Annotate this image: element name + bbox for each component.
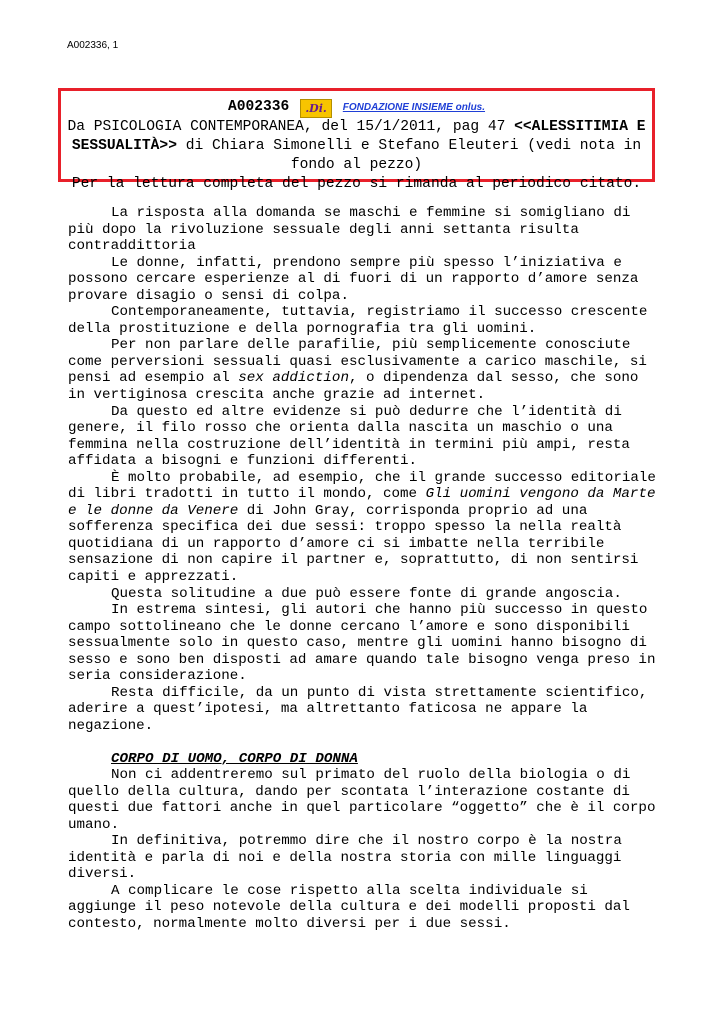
paragraph [68, 337, 658, 403]
paragraph: Da questo ed altre evidenze si può dedurre che l’identità di genere, il filo rosso che orienta dalla nascita un maschio o una femmina nella costruzione dell’identità in termini più ampi, resta affidata a bisogni e funzioni differenti. [68, 403, 630, 470]
paragraph-text: È molto probabile, ad esempio, che il grande successo editoriale di libri tradotti in tutto il mondo, come [68, 469, 656, 503]
paragraph: Resta difficile, da un punto di vista strettamente scientifico, aderire a quest’ipotesi, ma altrettanto faticosa ne appare la negazione. [68, 684, 648, 734]
section-title: CORPO DI UOMO, CORPO DI DONNA [111, 750, 358, 767]
article-title: <<ALESSITIMIA E SESSUALITÀ>> [71, 119, 646, 154]
paragraph: Contemporaneamente, tuttavia, registriamo il successo crescente della prostituzione e della pornografia tra gli uomini. [68, 304, 648, 337]
paragraph: Non ci addentreremo sul primato del ruolo della biologia o di quello della cultura, dando per scontata l’interazione costante di questi due fattori anche in quel particolare “oggetto” che è il corpo umano. [68, 767, 656, 833]
paragraph: In estrema sintesi, gli autori che hanno più successo in questo campo sottolineano che le donne cercano l’amore e sono disponibili sessualmente solo in questo caso, mentre gli uomini hanno bisogno di sesso e sono ben disposti ad amare quando tale bisogno venga preso in seria considerazione. [68, 602, 656, 685]
foundation-logo-icon: .Di. [300, 99, 332, 118]
paragraph-text: , o dipendenza dal sesso, che sono in vertiginosa crescita anche grazie ad internet. [68, 370, 639, 404]
book-title: Gli uomini vengono da Marte e le donne da Venere [68, 486, 656, 519]
article-header-box [58, 88, 655, 192]
article-authors: di Chiara Simonelli e Stefano Eleuteri (vedi nota in fondo al pezzo) [176, 138, 642, 173]
paragraph-text: di John Gray, corrisponda proprio ad una sofferenza specifica dei due sessi: troppo spesso la nella realtà quotidiana di un rapporto d’amore ci si imbatte nella terribile sensazione di non capire il partner e, soprattutto, di non sentirsi capiti e apprezzati. [68, 502, 639, 586]
paragraph: In definitiva, potremmo dire che il nostro corpo è la nostra identità e parla di noi e della nostra storia con mille linguaggi diversi. [68, 833, 622, 883]
paragraph: A complicare le cose rispetto alla scelta individuale si aggiunge il peso notevole della cultura e dei modelli proposti dal contesto, normalmente molto diversi per i due sessi. [68, 882, 630, 932]
emphasis-text: sex addiction [238, 370, 349, 387]
page-id: A002336, 1 [67, 40, 119, 51]
paragraph-text: Per non parlare delle parafilie, più semplicemente conosciute come perversioni sessuali quasi esclusivamente a carico maschile, si pensi ad esempio al [68, 337, 647, 387]
header-code-row [61, 98, 652, 118]
foundation-link[interactable]: FONDAZIONE INSIEME onlus. [342, 102, 486, 113]
paragraph [68, 470, 658, 586]
paragraph: Le donne, infatti, prendono sempre più spesso l’iniziativa e possono cercare esperienze al di fuori di un rapporto d’amore senza provare disagio o sensi di colpa. [68, 254, 639, 304]
article-code: A002336 [227, 99, 290, 115]
source-line [61, 118, 652, 175]
article-body [68, 205, 658, 933]
reading-note: Per la lettura completa del pezzo si rimanda al periodico citato. [71, 176, 642, 192]
source-prefix: Da PSICOLOGIA CONTEMPORANEA, del 15/1/2011, pag 47 [67, 119, 515, 135]
paragraph: Questa solitudine a due può essere fonte di grande angoscia. [111, 585, 622, 602]
paragraph: La risposta alla domanda se maschi e femmine si somigliano di più dopo la rivoluzione sessuale degli anni settanta risulta contraddittoria [68, 205, 631, 255]
